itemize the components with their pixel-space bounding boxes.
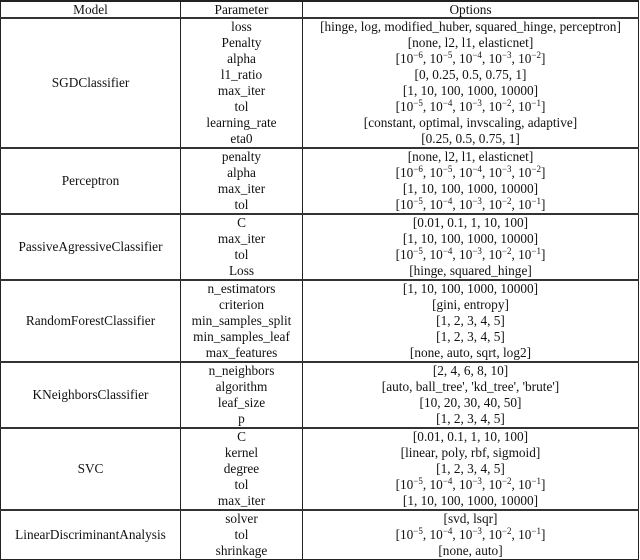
option-values: [none, l2, l1, elasticnet] [407,149,534,164]
parameter-name: tol [234,477,249,492]
option-values: [1, 2, 3, 4, 5] [436,411,505,426]
param-list [181,18,303,148]
param-list [181,362,303,428]
parameter-name: min_samples_split [191,313,292,328]
option-values: [$10^{-5}$, $10^{-4}$, $10^{-3}$, $10^{-2}$, $10^{-1}$] [395,196,546,212]
parameter-name: max_iter [217,493,266,508]
options-list [303,214,639,280]
param-list [181,428,303,510]
header-model: Model [1,1,181,18]
param-list [181,214,303,280]
parameter-name: tol [234,99,249,114]
parameter-name: tol [234,247,249,262]
options-list [303,18,639,148]
parameter-name: max_features [205,345,278,360]
option-values: [hinge, squared_hinge] [409,263,532,278]
parameter-name: p [238,411,245,426]
options-list [303,148,639,214]
model-name: LinearDiscriminantAnalysis [1,510,181,560]
group-kneighbors-classifier [1,362,639,428]
option-values: [linear, poly, rbf, sigmoid] [400,445,541,460]
parameter-name: min_samples_leaf [193,329,290,344]
option-values: [10, 20, 30, 40, 50] [419,395,522,410]
option-values: [1, 10, 100, 1000, 10000] [402,83,539,98]
parameter-name: eta0 [230,131,253,146]
options-list [303,510,639,560]
model-name: SVC [1,428,181,510]
option-values: [1, 10, 100, 1000, 10000] [402,231,539,246]
parameter-name: penalty [221,149,262,164]
group-random-forest-classifier [1,280,639,362]
parameter-name: alpha [227,51,256,66]
options-list [303,280,639,362]
parameter-name: degree [223,461,260,476]
parameter-name: criterion [218,297,265,312]
option-values: [hinge, log, modified_huber, squared_hinge, perceptron] [320,19,621,34]
option-values: [0, 0.25, 0.5, 0.75, 1] [414,67,527,82]
param-list [181,510,303,560]
parameter-name: learning_rate [206,115,277,130]
parameter-name: algorithm [215,379,268,394]
options-list [303,362,639,428]
parameter-name: C [237,215,246,230]
option-values: [$10^{-5}$, $10^{-4}$, $10^{-3}$, $10^{-2}$, $10^{-1}$] [395,246,546,262]
option-values: [$10^{-5}$, $10^{-4}$, $10^{-3}$, $10^{-2}$, $10^{-1}$] [395,98,546,114]
parameter-name: tol [234,197,249,212]
option-values: [1, 2, 3, 4, 5] [436,461,505,476]
option-values: [$10^{-5}$, $10^{-4}$, $10^{-3}$, $10^{-2}$, $10^{-1}$] [395,476,546,492]
option-values: [none, auto] [438,543,503,558]
option-values: [1, 10, 100, 1000, 10000] [402,181,539,196]
option-values: [$10^{-6}$, $10^{-5}$, $10^{-4}$, $10^{-3}$, $10^{-2}$] [395,50,546,66]
option-values: [2, 4, 6, 8, 10] [432,363,509,378]
option-values: [0.25, 0.5, 0.75, 1] [421,131,520,146]
parameter-name: l1_ratio [220,67,263,82]
parameter-name: C [237,429,246,444]
parameter-name: n_neighbors [208,363,275,378]
model-name: KNeighborsClassifier [1,362,181,428]
option-values: [constant, optimal, invscaling, adaptive] [363,115,578,130]
parameter-name: Loss [228,263,255,278]
option-values: [0.01, 0.1, 1, 10, 100] [412,215,529,230]
group-sgdclassifier [1,18,639,148]
model-name: PassiveAgressiveClassifier [1,214,181,280]
group-perceptron [1,148,639,214]
parameter-name: kernel [224,445,259,460]
option-values: [none, l2, l1, elasticnet] [407,35,534,50]
parameter-name: solver [225,511,258,526]
option-values: [gini, entropy] [432,297,509,312]
param-list [181,148,303,214]
parameter-name: max_iter [217,181,266,196]
option-values: [1, 2, 3, 4, 5] [436,329,505,344]
option-values: [1, 10, 100, 1000, 10000] [402,493,539,508]
option-values: [$10^{-6}$, $10^{-5}$, $10^{-4}$, $10^{-3}$, $10^{-2}$] [395,164,546,180]
parameter-name: tol [234,527,249,542]
option-values: [0.01, 0.1, 1, 10, 100] [412,429,529,444]
option-values: [$10^{-5}$, $10^{-4}$, $10^{-3}$, $10^{-2}$, $10^{-1}$] [395,526,546,542]
parameter-name: max_iter [217,83,266,98]
parameter-name: max_iter [217,231,266,246]
parameter-name: shrinkage [215,543,268,558]
option-values: [svd, lsqr] [443,511,498,526]
group-passive-agressive-classifier [1,214,639,280]
option-values: [none, auto, sqrt, log2] [409,345,532,360]
parameter-name: loss [231,19,252,34]
option-values: [auto, ball_tree', 'kd_tree', 'brute'] [381,379,560,394]
option-values: [1, 10, 100, 1000, 10000] [402,281,539,296]
model-name: RandomForestClassifier [1,280,181,362]
options-list [303,428,639,510]
param-list [181,280,303,362]
parameter-name: n_estimators [207,281,276,296]
header-options: Options [303,1,639,18]
header-parameter: Parameter [181,1,303,18]
option-values: [1, 2, 3, 4, 5] [436,313,505,328]
group-linear-discriminant-analysis [1,510,639,560]
model-name: SGDClassifier [1,18,181,148]
parameter-name: Penalty [221,35,262,50]
header-row [1,1,639,18]
parameter-name: leaf_size [217,395,266,410]
model-name: Perceptron [1,148,181,214]
group-svc [1,428,639,510]
parameter-name: alpha [227,165,256,180]
